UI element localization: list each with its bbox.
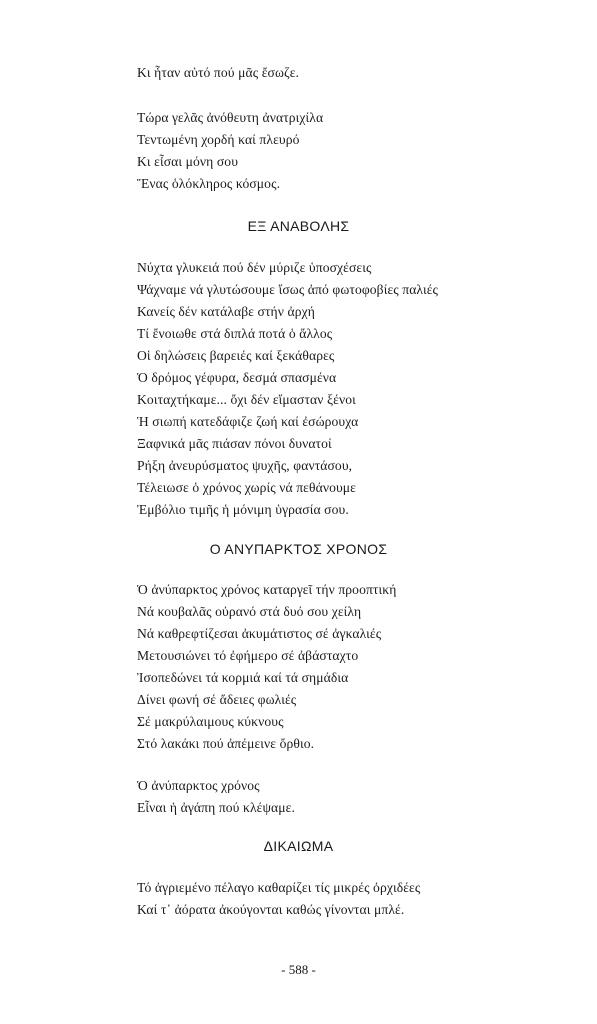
poem-title: ΔΙΚΑΙΩΜΑ xyxy=(263,838,334,854)
poem-line: Εἶναι ἡ ἀγάπη πού κλέψαμε. xyxy=(137,800,295,815)
poem-line: Ὁ ἀνύπαρκτος χρόνος xyxy=(137,778,260,793)
poem-line: Κι εἶσαι μόνη σου xyxy=(137,154,239,169)
poem-line: Ὁ ἀνύπαρκτος χρόνος καταργεῖ τήν προοπτική xyxy=(137,582,397,597)
page-number: - 588 - xyxy=(281,962,316,977)
poem-line: Μετουσιώνει τό ἐφήμερο σέ ἀβάσταχτο xyxy=(137,648,359,663)
poem-line: Κοιταχτήκαμε... ὄχι δέν εἴμασταν ξένοι xyxy=(137,392,356,407)
poem-line: Νύχτα γλυκειά πού δέν μύριζε ὑποσχέσεις xyxy=(137,260,372,275)
poem-line: Στό λακάκι πού ἀπέμεινε ὄρθιο. xyxy=(137,736,315,751)
poem-line: Σέ μακρύλαιμους κύκνους xyxy=(137,714,284,729)
poem-line: Νά καθρεφτίζεσαι ἀκυμάτιστος σέ ἀγκαλιές xyxy=(137,626,382,641)
poem-line: Ἡ σιωπή κατεδάφιζε ζωή καί ἐσώρουχα xyxy=(137,414,359,429)
poem-line: Ξαφνικά μᾶς πιάσαν πόνοι δυνατοί xyxy=(137,436,332,451)
poem-line: Τί ἔνοιωθε στά διπλά ποτά ὁ ἄλλος xyxy=(137,326,333,341)
poem-line: Τώρα γελᾶς ἀνόθευτη ἀνατριχίλα xyxy=(137,110,324,125)
poem-line: Κι ἦταν αὐτό πού μᾶς ἔσωζε. xyxy=(137,65,300,80)
poem-line: Τεντωμένη χορδή καί πλευρό xyxy=(137,132,300,147)
poem-line: Τό ἀγριεμένο πέλαγο καθαρίζει τίς μικρές ὀρχιδέες xyxy=(137,880,421,895)
poem-line: Κανείς δέν κατάλαβε στήν ἀρχή xyxy=(137,304,315,319)
poem-line: Ἐμβόλιο τιμῆς ἡ μόνιμη ὑγρασία σου. xyxy=(137,502,349,517)
poem-line: Νά κουβαλᾶς οὐρανό στά δυό σου χείλη xyxy=(137,604,362,619)
poem-line: Καί τ᾽ ἀόρατα ἀκούγονται καθώς γίνονται μπλέ. xyxy=(137,902,405,917)
poem-title: Ο ΑΝΥΠΑΡΚΤΟΣ ΧΡΟΝΟΣ xyxy=(209,541,388,557)
poem-line: Ψάχναμε νά γλυτώσουμε ἴσως ἀπό φωτοφοβίες παλιές xyxy=(137,282,439,297)
poem-line: Οἱ δηλώσεις βαρειές καί ξεκάθαρες xyxy=(137,348,335,363)
poem-line: Ἰσοπεδώνει τά κορμιά καί τά σημάδια xyxy=(137,670,349,685)
poem-line: Ὁ δρόμος γέφυρα, δεσμά σπασμένα xyxy=(137,370,337,385)
poem-line: Δίνει φωνή σέ ἄδειες φωλιές xyxy=(137,692,297,707)
poem-title: ΕΞ ΑΝΑΒΟΛΗΣ xyxy=(247,218,350,234)
poem-line: Ἕνας ὁλόκληρος κόσμος. xyxy=(137,176,281,191)
poem-line: Ρήξη ἀνευρύσματος ψυχῆς, φαντάσου, xyxy=(137,458,353,473)
poem-line: Τέλειωσε ὁ χρόνος χωρίς νά πεθάνουμε xyxy=(137,480,356,495)
